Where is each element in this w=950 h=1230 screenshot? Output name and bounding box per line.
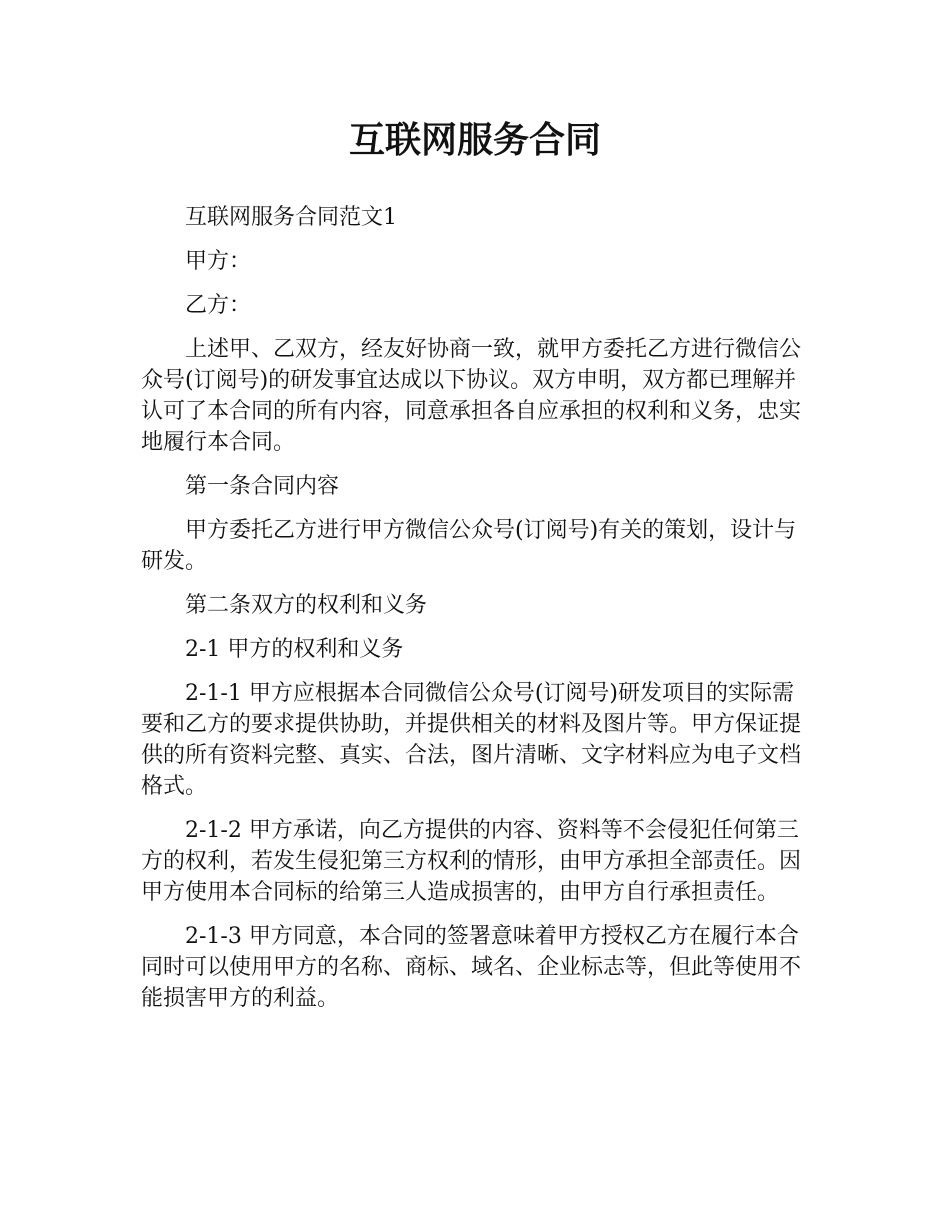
paragraph-clause-2-1-2: 2-1-2 甲方承诺，向乙方提供的内容、资料等不会侵犯任何第三方的权利，若发生侵犯第三方权利的情形，由甲方承担全部责任。因甲方使用本合同标的给第三人造成损害的，由甲方自行承担责任。 [141,818,802,905]
paragraph-clause-2-1-1: 2-1-1 甲方应根据本合同微信公众号(订阅号)研发项目的实际需要和乙方的要求提供协助，并提供相关的材料及图片等。甲方保证提供的所有资料完整、真实、合法，图片清晰、文字材料应为电子文档格式。 [141,681,802,799]
paragraph-heading-sample: 互联网服务合同范文1 [185,205,397,230]
paragraph-article-1-content: 甲方委托乙方进行甲方微信公众号(订阅号)有关的策划，设计与研发。 [141,518,797,574]
document-body [141,202,811,1027]
paragraph-party-a: 甲方： [185,249,252,274]
paragraph-section-2-1: 2-1 甲方的权利和义务 [185,637,404,662]
paragraph-article-1-heading: 第一条合同内容 [185,474,340,499]
paragraph-party-b: 乙方： [185,293,252,318]
paragraph-clause-2-1-3: 2-1-3 甲方同意，本合同的签署意味着甲方授权乙方在履行本合同时可以使用甲方的名称、商标、域名、企业标志等，但此等使用不能损害甲方的利益。 [141,924,802,1011]
document-title: 互联网服务合同 [348,120,601,161]
paragraph-preamble: 上述甲、乙双方，经友好协商一致，就甲方委托乙方进行微信公众号(订阅号)的研发事宜达成以下协议。双方申明，双方都已理解并认可了本合同的所有内容，同意承担各自应承担的权利和义务，忠实地履行本合同。 [141,337,802,455]
paragraph-article-2-heading: 第二条双方的权利和义务 [185,593,428,618]
